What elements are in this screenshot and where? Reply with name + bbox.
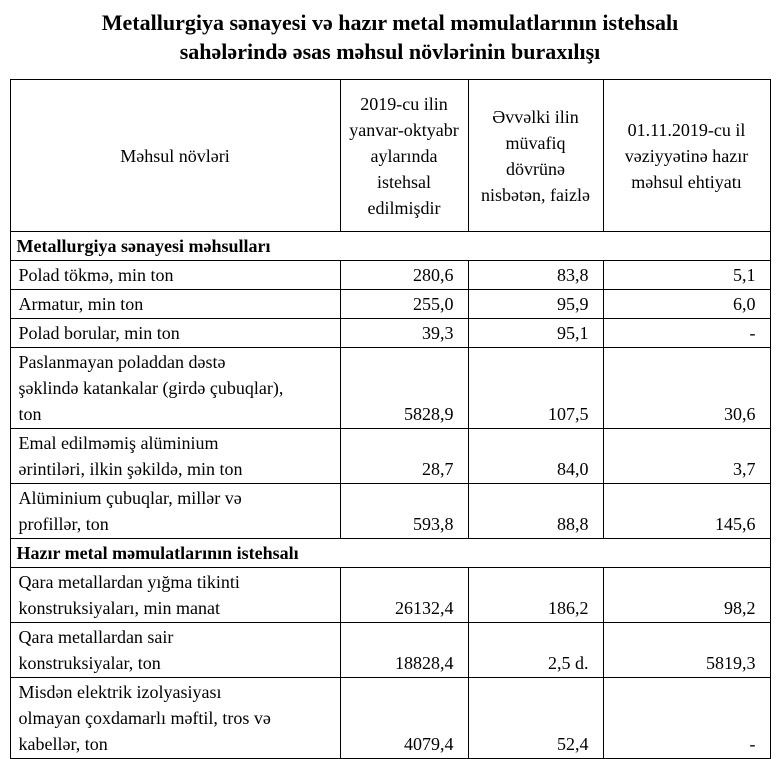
table-row-sair-konstruksiyalar	[10, 623, 770, 678]
product-label: Armatur, min ton	[10, 290, 340, 319]
product-label: Qara metallardan yığma tikinti konstruksiyaları, min manat	[10, 568, 340, 623]
produced-value: 593,8	[340, 484, 468, 539]
percent-value: 84,0	[468, 429, 603, 484]
produced-value: 39,3	[340, 319, 468, 348]
percent-value: 2,5 d.	[468, 623, 603, 678]
header-product-types: Məhsul növləri	[10, 80, 340, 232]
table-row-katankalar	[10, 348, 770, 429]
stock-value: 6,0	[603, 290, 770, 319]
header-produced-2019: 2019-cu ilin yanvar-oktyabr aylarında istehsal edilmişdir	[340, 80, 468, 232]
percent-value: 83,8	[468, 261, 603, 290]
produced-value: 26132,4	[340, 568, 468, 623]
table-row-polad-tokme	[10, 261, 770, 290]
table-header-row	[10, 80, 770, 232]
produced-value: 255,0	[340, 290, 468, 319]
product-label: Emal edilməmiş alüminium ərintiləri, ilkin şəkildə, min ton	[10, 429, 340, 484]
section-header-finished-metal	[10, 539, 770, 568]
section-title: Hazır metal məmulatlarının istehsalı	[10, 539, 770, 568]
section-header-metallurgy	[10, 232, 770, 261]
percent-value: 88,8	[468, 484, 603, 539]
percent-value: 107,5	[468, 348, 603, 429]
products-table	[10, 79, 771, 759]
table-row-aluminium-cubuqlar	[10, 484, 770, 539]
stock-value: -	[603, 319, 770, 348]
stock-value: 5819,3	[603, 623, 770, 678]
produced-value: 18828,4	[340, 623, 468, 678]
table-row-misden-meftil	[10, 678, 770, 759]
percent-value: 186,2	[468, 568, 603, 623]
percent-value: 95,9	[468, 290, 603, 319]
section-title: Metallurgiya sənayesi məhsulları	[10, 232, 770, 261]
product-label: Polad tökmə, min ton	[10, 261, 340, 290]
stock-value: 5,1	[603, 261, 770, 290]
header-stock-on-date: 01.11.2019-cu il vəziyyətinə hazır məhsul ehtiyatı	[603, 80, 770, 232]
percent-value: 95,1	[468, 319, 603, 348]
product-label: Polad borular, min ton	[10, 319, 340, 348]
table-row-yigma-tikinti	[10, 568, 770, 623]
stock-value: 30,6	[603, 348, 770, 429]
document-title	[24, 8, 756, 66]
stock-value: -	[603, 678, 770, 759]
produced-value: 280,6	[340, 261, 468, 290]
document-title-line-1: Metallurgiya sənayesi və hazır metal məmulatlarının istehsalı	[101, 10, 679, 35]
product-label: Misdən elektrik izolyasiyası olmayan çoxdamarlı məftil, tros və kabellər, ton	[10, 678, 340, 759]
product-label: Alüminium çubuqlar, millər və profillər, ton	[10, 484, 340, 539]
stock-value: 3,7	[603, 429, 770, 484]
header-percent-vs-previous-year: Əvvəlki ilin müvafiq dövrünə nisbətən, faizlə	[468, 80, 603, 232]
stock-value: 98,2	[603, 568, 770, 623]
produced-value: 28,7	[340, 429, 468, 484]
document-title-line-2: sahələrində əsas məhsul növlərinin buraxılışı	[179, 39, 601, 64]
product-label: Paslanmayan poladdan dəstə şəklində katankalar (girdə çubuqlar), ton	[10, 348, 340, 429]
produced-value: 4079,4	[340, 678, 468, 759]
table-row-armatur	[10, 290, 770, 319]
table-row-aluminium-erintileri	[10, 429, 770, 484]
produced-value: 5828,9	[340, 348, 468, 429]
table-row-polad-borular	[10, 319, 770, 348]
product-label: Qara metallardan sair konstruksiyalar, ton	[10, 623, 340, 678]
percent-value: 52,4	[468, 678, 603, 759]
stock-value: 145,6	[603, 484, 770, 539]
